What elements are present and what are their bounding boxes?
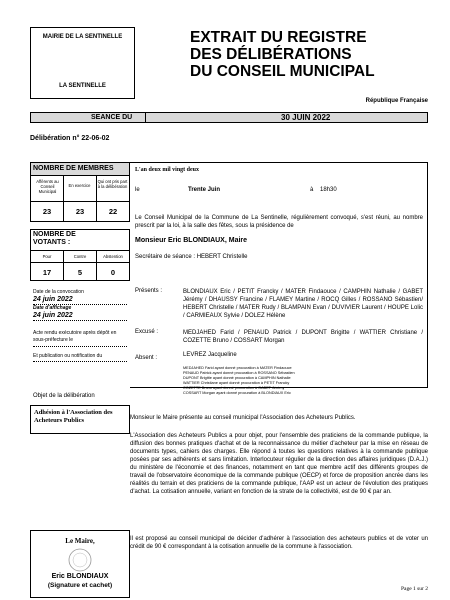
- members-title: NOMBRE DE MEMBRES: [31, 163, 129, 175]
- votes-title: NOMBRE DE VOTANTS :: [33, 231, 76, 246]
- procuration-item: DUPONT Brigitte ayant donné procuration à CAMPHIN Nathalie: [183, 376, 291, 380]
- page-title: [190, 29, 420, 80]
- members-v1: 23: [42, 207, 52, 216]
- excuses-label: Excusé :: [135, 329, 159, 335]
- votes-v3: 0: [110, 268, 116, 277]
- procuration-item: PENAUD Patrick ayant donné procuration à ROSSANO Sébastien: [183, 371, 295, 375]
- seance-date: 30 JUIN 2022: [281, 113, 331, 122]
- title-line-3: DU CONSEIL MUNICIPAL: [190, 63, 375, 80]
- affichage-date: 24 juin 2022: [33, 312, 73, 319]
- members-box: [30, 162, 130, 222]
- members-col2: En exercice: [68, 183, 91, 188]
- secretaire: Secrétaire de séance : HEBERT Christelle: [135, 254, 248, 260]
- time-value: 18h30: [320, 187, 337, 193]
- convened-line: Le Conseil Municipal de la Commune de La Sentinelle, régulièrement convoqué, s'est réuni, au nombre prescrit par la loi, à la salle des fêtes, sous la présidence de: [135, 215, 423, 229]
- paragraph-2: L'Association des Acheteurs Publics a pour objet, pour l'ensemble des praticiens de la commande publique, la diffusion des bonnes pratiques d'achat et de la reconnaissance du métier d'acheteur par la mise en réseau de documents types, cahiers des charges. Elle répond à toutes les questions relatives à la commande publique posées par ses adhérents et sans limitation. Interlocuteur régulier de la direction des affaires juridiques (D.A.J.) du ministère de l'économie et des finances, notamment en tant que membre actif des différents groupes de travail de l'observatoire économique de la commande publique (OECP) et force de proposition ancrée dans les réalités du terrain et des praticiens de la commande publique, l'AAP est un acteur de l'évolution des pratiques d'achat. La cotisation annuelle, variant en fonction de la strate de la collectivité, est de 90 € par an.: [130, 433, 428, 495]
- excuses-list: MEDJAHED Farid / PENAUD Patrick / DUPONT Brigitte / WATTIER Christiane / COZETTE Bruno / COSSART Morgan: [183, 330, 423, 344]
- objet-text: Adhésion à l'Association des Acheteurs Publics: [34, 409, 113, 424]
- maire-name: Eric BLONDIAUX: [51, 573, 109, 580]
- paragraph-1: Monsieur le Maire présente au conseil municipal l'Association des Acheteurs Publics.: [130, 415, 356, 421]
- convocation-label: Date de la convocation: [33, 289, 84, 295]
- president: Monsieur Eric BLONDIAUX, Maire: [135, 237, 248, 244]
- republique-francaise: République Française: [365, 98, 428, 104]
- votes-v2: 5: [77, 268, 83, 277]
- day-value: Trente Juin: [188, 187, 221, 193]
- absent-label: Absent :: [135, 355, 158, 361]
- page-number: Page 1 sur 2: [400, 586, 428, 592]
- title-line-1: EXTRAIT DU REGISTRE: [190, 29, 367, 46]
- publication-label: Et publication ou notification du: [33, 353, 103, 359]
- signature-note: (Signature et cachet): [47, 582, 113, 589]
- procuration-item: COSSART Morgan ayant donné procuration à BLONDIAUX Eric: [183, 391, 291, 395]
- votes-box: [30, 229, 130, 281]
- seance-label: SEANCE DU: [91, 114, 133, 121]
- mairie-box: [30, 27, 135, 99]
- members-v3: 22: [108, 207, 118, 216]
- procuration-item: WATTIER Christiane ayant donné procuration à PETIT Francky: [183, 381, 290, 385]
- time-prefix: à: [310, 187, 314, 193]
- maire-role: Le Maire,: [65, 537, 95, 545]
- deliberation-number: Délibération n° 22-06-02: [30, 135, 110, 142]
- commune-name: LA SENTINELLE: [59, 83, 106, 89]
- convocation-date: 24 juin 2022: [33, 296, 73, 303]
- convened-text: [135, 214, 423, 230]
- absent-list: LEVREZ Jacqueline: [183, 352, 237, 358]
- mairie-name: MAIRIE DE LA SENTINELLE: [42, 34, 123, 40]
- official-seal: [67, 547, 93, 573]
- paragraph-3: Il est proposé au conseil municipal de décider d'adhérer à l'association des acheteurs publics et de voter un crédit de 90 € correspondant à la cotisation annuelle de la commune à l'association.: [130, 536, 428, 550]
- presents-list: BLONDIAUX Eric / PETIT Francky / MATER Findaouce / CAMPHIN Nathalie / GABET Jérémy / DHAUSSY Francine / FLAMEY Martine / ROCQ Gilles / ROSSANO Sébastien/ HEBERT Christelle / MATER Rudy / BLAMPAIN Evan / DUVIVIER Laurent / HOUPE Lolic / CARMIEAUX Sylvie / DOLEZ Hélène: [183, 289, 423, 319]
- votes-v1: 17: [42, 268, 52, 277]
- objet-label: Objet de la délibération: [33, 393, 95, 399]
- members-v2: 23: [75, 207, 85, 216]
- members-col3: Qui ont pris part à la délibération: [97, 179, 128, 189]
- votes-col1: Pour: [42, 254, 52, 259]
- procurations-list: [183, 366, 423, 396]
- votes-col2: Contre: [73, 254, 87, 259]
- signature-box: [30, 530, 130, 598]
- members-col1: Afférents au Conseil Municipal: [36, 179, 59, 194]
- affichage-label: Date d'affichage: [33, 305, 72, 311]
- le-label: le: [135, 187, 140, 193]
- presents-label: Présents :: [135, 288, 163, 294]
- votes-col3: Abstention: [103, 254, 123, 259]
- title-line-2: DES DÉLIBÉRATIONS: [190, 46, 352, 63]
- objet-box: [30, 405, 130, 434]
- year-line: L'an deux mil vingt deux: [135, 167, 200, 173]
- procuration-item: MEDJAHED Farid ayant donné procuration à MATER Findaouce: [183, 366, 292, 370]
- session-box: [130, 162, 428, 388]
- procuration-item: COZETTE Bruno ayant donné procuration à GABET Jérémy: [183, 386, 285, 390]
- executoire-label: Acte rendu exécutoire après dépôt en sous-préfecture le: [33, 330, 117, 343]
- seance-bar: [30, 112, 428, 123]
